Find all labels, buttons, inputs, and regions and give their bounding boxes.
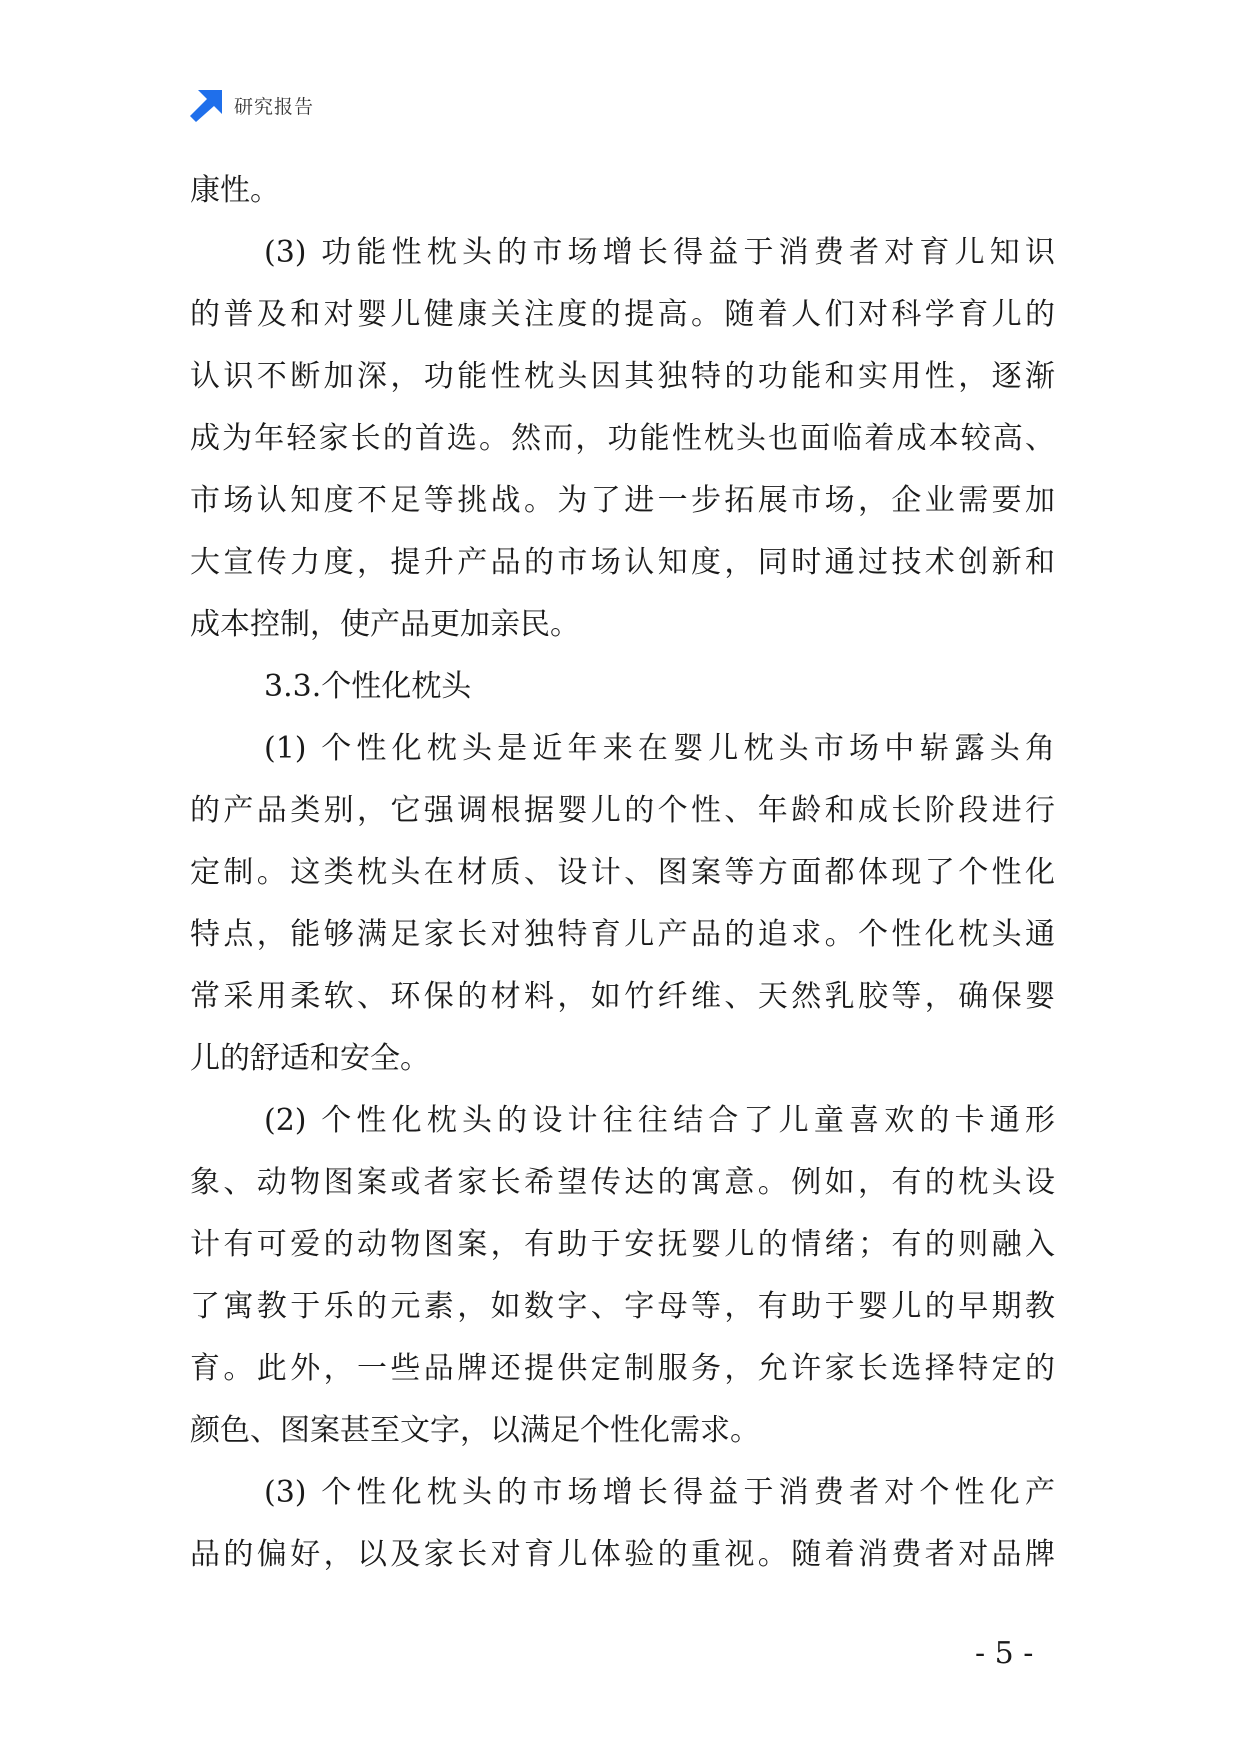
text-line: 成本控制，使产品更加亲民。 (190, 607, 580, 642)
text-line: 常采用柔软、环保的材料，如竹纤维、天然乳胶等，确保婴 (190, 979, 1055, 1014)
text-line: (3) 功能性枕头的市场增长得益于消费者对育儿知识 (264, 235, 1055, 270)
text-line: 大宣传力度，提升产品的市场认知度，同时通过技术创新和 (190, 545, 1055, 580)
text-line: 品的偏好，以及家长对育儿体验的重视。随着消费者对品牌 (190, 1537, 1055, 1572)
text-line: 育。此外，一些品牌还提供定制服务，允许家长选择特定的 (190, 1351, 1055, 1386)
header-label: 研究报告 (234, 95, 315, 118)
document-header (190, 88, 314, 122)
page-number: - 5 - (975, 1636, 1034, 1671)
arrow-logo-icon (190, 88, 224, 122)
text-line: 认识不断加深，功能性枕头因其独特的功能和实用性，逐渐 (190, 359, 1055, 394)
text-line: 康性。 (190, 173, 280, 208)
text-line: 特点，能够满足家长对独特育儿产品的追求。个性化枕头通 (190, 917, 1055, 952)
text-line: (1) 个性化枕头是近年来在婴儿枕头市场中崭露头角 (264, 731, 1055, 766)
text-line: 象、动物图案或者家长希望传达的寓意。例如，有的枕头设 (190, 1165, 1055, 1200)
text-line: 的普及和对婴儿健康关注度的提高。随着人们对科学育儿的 (190, 297, 1055, 332)
text-line: (2) 个性化枕头的设计往往结合了儿童喜欢的卡通形 (264, 1103, 1055, 1138)
text-line: 颜色、图案甚至文字，以满足个性化需求。 (190, 1413, 760, 1448)
text-line: 儿的舒适和安全。 (190, 1041, 430, 1076)
text-line: (3) 个性化枕头的市场增长得益于消费者对个性化产 (264, 1475, 1055, 1510)
text-line: 成为年轻家长的首选。然而，功能性枕头也面临着成本较高、 (190, 421, 1055, 456)
text-line: 了寓教于乐的元素，如数字、字母等，有助于婴儿的早期教 (190, 1289, 1055, 1324)
section-heading: 3.3.个性化枕头 (264, 669, 472, 704)
text-line: 的产品类别，它强调根据婴儿的个性、年龄和成长阶段进行 (190, 793, 1055, 828)
text-line: 定制。这类枕头在材质、设计、图案等方面都体现了个性化 (190, 855, 1055, 890)
text-line: 计有可爱的动物图案，有助于安抚婴儿的情绪；有的则融入 (190, 1227, 1055, 1262)
text-line: 市场认知度不足等挑战。为了进一步拓展市场，企业需要加 (190, 483, 1055, 518)
document-body (190, 160, 1055, 1586)
